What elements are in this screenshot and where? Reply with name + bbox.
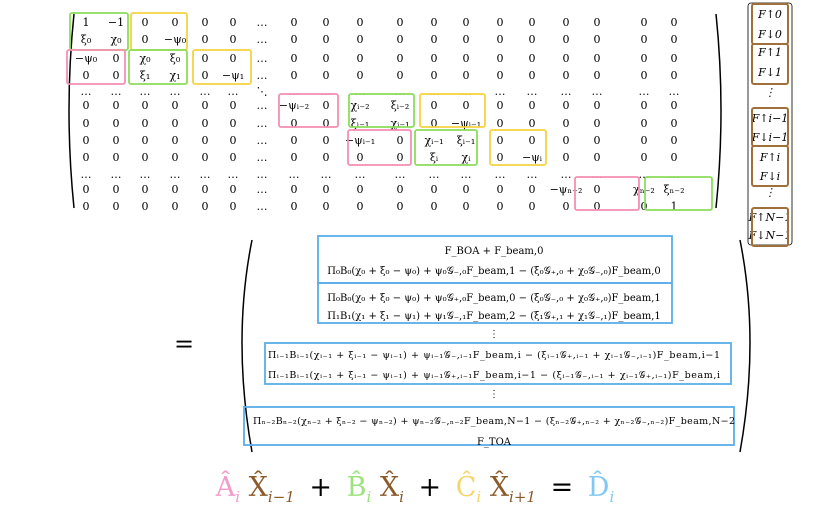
matrix-cell: 0 [229, 99, 237, 112]
matrix-cell: … [494, 168, 506, 181]
matrix-cell: 0 [462, 200, 470, 213]
matrix-cell: 0 [593, 69, 601, 82]
matrix-cell: 0 [290, 183, 298, 196]
matrix-cell: 0 [171, 200, 179, 213]
matrix-cell: 0 [112, 200, 120, 213]
C-sub: i [476, 488, 482, 506]
matrix-cell: ξ₀ [169, 52, 181, 65]
X-hat-term-1 [249, 472, 295, 506]
matrix-cell: … [256, 117, 268, 130]
matrix-cell: 0 [396, 200, 404, 213]
matrix-cell: 0 [396, 134, 404, 147]
matrix-cell: … [80, 168, 92, 181]
rhs-right-paren [740, 240, 750, 452]
vector-entries [748, 4, 792, 246]
matrix-cell: −ψᵢ₋₂ [278, 99, 310, 112]
matrix-pink-block [575, 177, 639, 210]
D-hat: D̂ [587, 472, 610, 503]
matrix-cell: … [256, 16, 268, 29]
matrix-cell: … [428, 168, 440, 181]
matrix-cell: 0 [290, 52, 298, 65]
matrix-cell: 0 [640, 134, 648, 147]
matrix-cell: 0 [462, 183, 470, 196]
matrix-cell: 0 [141, 183, 149, 196]
matrix-cell: 0 [670, 33, 678, 46]
matrix-cell: … [139, 168, 151, 181]
X-hat-3: X̂ [489, 472, 510, 503]
matrix-cell: 0 [640, 33, 648, 46]
B-sub: i [366, 488, 372, 506]
rhs-lines [253, 246, 735, 448]
matrix-cell: … [199, 168, 211, 181]
matrix-cell: 0 [496, 69, 504, 82]
matrix-cell: 0 [201, 117, 209, 130]
matrix-cell: 0 [496, 134, 504, 147]
matrix-cell: 0 [290, 69, 298, 82]
X-hat-term-3 [490, 472, 536, 506]
matrix-cell: 0 [593, 134, 601, 147]
matrix-cell: 0 [82, 69, 90, 82]
matrix-cell: 0 [290, 200, 298, 213]
matrix-cell: ξᵢ₋₁ [350, 117, 370, 130]
plus-2: + [418, 472, 442, 503]
matrix-cell: 0 [593, 99, 601, 112]
matrix-cell: … [110, 85, 122, 98]
matrix-cell: 0 [528, 99, 536, 112]
matrix-cell: 0 [593, 33, 601, 46]
rhs-line: Πᵢ₋₁Bᵢ₋₁(χᵢ₋₁ + ξᵢ₋₁ − ψᵢ₋₁) + ψᵢ₋₁𝒢₊,ᵢ₋₁F_beam,i−1 − (ξᵢ₋₁𝒢₋,ᵢ₋₁ + χᵢ₋₁𝒢₊,ᵢ₋₁)F_beam,i [268, 370, 720, 381]
matrix-cell: 0 [528, 33, 536, 46]
matrix-cell: 0 [201, 69, 209, 82]
vector-entry: F↓i [759, 170, 781, 183]
matrix-cell: 0 [562, 200, 570, 213]
matrix-cell: 0 [322, 200, 330, 213]
matrix-cell: 0 [528, 16, 536, 29]
matrix-cell: 0 [229, 183, 237, 196]
matrix-cell: 0 [496, 151, 504, 164]
matrix-cell: 0 [229, 151, 237, 164]
matrix-cell: 0 [430, 200, 438, 213]
matrix-cell: 0 [396, 69, 404, 82]
matrix-cell: 0 [356, 52, 364, 65]
matrix-cell: 0 [201, 52, 209, 65]
matrix-cell: 0 [290, 151, 298, 164]
vector-entry: F↓N−1 [748, 229, 792, 242]
matrix-cell: ξᵢ₋₂ [390, 99, 410, 112]
matrix-cell: 0 [229, 117, 237, 130]
matrix-cell: 0 [640, 16, 648, 29]
matrix-cell: 0 [141, 117, 149, 130]
matrix-cell: … [227, 85, 239, 98]
matrix-cell: 0 [562, 33, 570, 46]
rhs-line: Π₀B₀(χ₀ + ξ₀ − ψ₀) + ψ₀𝒢₊,₀F_beam,0 − (ξ₀𝒢₋,₀ + χ₀𝒢₊,₀)F_beam,1 [327, 293, 661, 304]
matrix-cell: 0 [112, 134, 120, 147]
vector-entry: F↑i−1 [751, 112, 789, 125]
matrix-cell: 0 [593, 52, 601, 65]
matrix-cell: 0 [322, 117, 330, 130]
vector-entry: F↑1 [758, 46, 782, 59]
X1-sub: i−1 [267, 488, 295, 506]
vector-entry: F↓1 [758, 66, 782, 79]
matrix-cell: 0 [670, 52, 678, 65]
matrix-cell: 0 [430, 99, 438, 112]
matrix-cell: ξᵢ₋₁ [456, 134, 476, 147]
matrix-cell: … [256, 33, 268, 46]
matrix-cell: … [494, 85, 506, 98]
matrix-cell: … [460, 168, 472, 181]
matrix-cell: … [428, 85, 440, 98]
matrix-cell: 0 [462, 69, 470, 82]
matrix-cell: 0 [171, 183, 179, 196]
matrix-cell: 0 [141, 134, 149, 147]
matrix-cell: … [256, 52, 268, 65]
matrix-cell: 0 [396, 16, 404, 29]
A-hat: Â [215, 472, 236, 503]
matrix-cell: 0 [593, 117, 601, 130]
A-sub: i [235, 488, 241, 506]
matrix-cell: 0 [640, 99, 648, 112]
matrix-cell: −ψᵢ₋₁ [344, 134, 376, 147]
vector-entry: F↓i−1 [751, 131, 789, 144]
matrix-cell: … [110, 168, 122, 181]
matrix-cell: 0 [229, 16, 237, 29]
rhs-line: F_TOA [476, 437, 512, 448]
matrix-cell: … [256, 183, 268, 196]
matrix-cell: … [256, 69, 268, 82]
matrix-cell: … [80, 85, 92, 98]
matrix-cell: 0 [171, 99, 179, 112]
matrix-cell: 0 [670, 69, 678, 82]
matrix-cell: … [591, 168, 603, 181]
B-hat-term [347, 472, 372, 506]
matrix-cell: 0 [562, 69, 570, 82]
matrix-cell: … [256, 99, 268, 112]
matrix-cell: 0 [496, 52, 504, 65]
matrix-cell: 0 [430, 183, 438, 196]
matrix-cell: 0 [290, 16, 298, 29]
matrix-cell: 0 [356, 69, 364, 82]
matrix-cell: 0 [171, 134, 179, 147]
matrix-cell: 0 [201, 183, 209, 196]
matrix-cell: 0 [201, 16, 209, 29]
matrix-cell: 0 [640, 200, 648, 213]
matrix-cells [75, 16, 685, 213]
matrix-cell: 0 [528, 117, 536, 130]
matrix-cell: … [288, 85, 300, 98]
matrix-cell: 0 [112, 117, 120, 130]
matrix-cell: 0 [112, 151, 120, 164]
matrix-cell: 0 [496, 200, 504, 213]
matrix-cell: 0 [496, 16, 504, 29]
matrix-cell: 0 [112, 69, 120, 82]
vector-entry: F↓0 [758, 28, 782, 41]
matrix-cell: 0 [528, 52, 536, 65]
matrix-cell: 0 [562, 99, 570, 112]
equals-sign: = [174, 330, 195, 358]
matrix-cell: 0 [593, 183, 601, 196]
matrix-cell: … [394, 85, 406, 98]
matrix-cell: 0 [396, 33, 404, 46]
matrix-cell: … [526, 85, 538, 98]
matrix-cell: 0 [528, 183, 536, 196]
matrix-cell: ξₙ₋₂ [663, 183, 685, 196]
matrix-cell: ξ₀ [80, 33, 92, 46]
rhs-line: F_BOA + F_beam,0 [444, 246, 544, 257]
matrix-cell: … [139, 85, 151, 98]
matrix-cell: 0 [430, 52, 438, 65]
matrix-cell: 0 [82, 183, 90, 196]
rhs-line: Πᵢ₋₁Bᵢ₋₁(χᵢ₋₁ + ξᵢ₋₁ − ψᵢ₋₁) + ψᵢ₋₁𝒢₋,ᵢ₋₁F_beam,i − (ξᵢ₋₁𝒢₊,ᵢ₋₁ + χᵢ₋₁𝒢₋,ᵢ₋₁)F_beam,i−1 [268, 350, 720, 361]
matrix-cell: 0 [290, 117, 298, 130]
matrix-cell: 0 [670, 16, 678, 29]
matrix-cell: … [354, 85, 366, 98]
matrix-cell: χᵢ₋₁ [390, 117, 410, 130]
matrix-cell: −ψ₀ [163, 33, 187, 46]
matrix-cell: χᵢ₋₁ [424, 134, 444, 147]
matrix-cell: −ψ₀ [74, 52, 98, 65]
matrix-cell: χᵢ [461, 151, 471, 164]
matrix-cell: 0 [322, 151, 330, 164]
vector-entry: ⋮ [764, 186, 776, 199]
matrix-cell: 0 [141, 16, 149, 29]
matrix-cell: 0 [593, 16, 601, 29]
matrix-cell: … [668, 85, 680, 98]
matrix-cell: χ₀ [110, 33, 122, 46]
matrix-cell: … [199, 85, 211, 98]
matrix-cell: 0 [562, 52, 570, 65]
matrix-cell: … [668, 168, 680, 181]
matrix-cell: 0 [670, 117, 678, 130]
matrix-cell: 0 [396, 183, 404, 196]
matrix-cell: 0 [82, 200, 90, 213]
matrix-cell: 0 [356, 33, 364, 46]
matrix-cell: χ₀ [139, 52, 151, 65]
matrix-cell: … [256, 200, 268, 213]
matrix-cell: 0 [112, 183, 120, 196]
matrix-cell: −1 [107, 16, 125, 29]
rhs-line: Π₀B₀(χ₀ + ξ₀ − ψ₀) + ψ₀𝒢₋,₀F_beam,1 − (ξ₀𝒢₊,₀ + χ₀𝒢₋,₀)F_beam,0 [327, 266, 661, 277]
X-hat-1: X̂ [248, 472, 268, 503]
matrix-cell: 0 [141, 99, 149, 112]
matrix-cell: 0 [528, 200, 536, 213]
matrix-cell: … [320, 168, 332, 181]
matrix-cell: … [526, 168, 538, 181]
matrix-cell: 0 [430, 69, 438, 82]
matrix-right-paren [716, 14, 721, 208]
matrix-cell: … [394, 168, 406, 181]
matrix-cell: 0 [430, 16, 438, 29]
matrix-cell: −ψ₁ [221, 69, 245, 82]
matrix-cell: 0 [593, 200, 601, 213]
matrix-cell: 0 [562, 151, 570, 164]
matrix-cell: 0 [322, 183, 330, 196]
matrix-cell: 0 [462, 33, 470, 46]
matrix-cell: … [591, 85, 603, 98]
matrix-cell: ξᵢ [429, 151, 439, 164]
matrix-cell: … [460, 85, 472, 98]
C-hat: Ĉ [455, 472, 477, 503]
matrix-cell: 0 [141, 33, 149, 46]
matrix-cell: 0 [201, 99, 209, 112]
matrix-cell: … [256, 168, 268, 181]
matrix-cell: 0 [593, 151, 601, 164]
matrix-cell: 0 [201, 151, 209, 164]
matrix-cell: 0 [396, 151, 404, 164]
matrix-cell: 0 [528, 134, 536, 147]
matrix-cell: 0 [640, 117, 648, 130]
matrix-cell: 0 [171, 117, 179, 130]
matrix-cell: 0 [430, 117, 438, 130]
matrix-cell: 0 [670, 99, 678, 112]
matrix-cell: 0 [322, 52, 330, 65]
rhs-line: ⋮ [489, 329, 499, 340]
matrix-cell: … [227, 168, 239, 181]
rhs-line: Πₙ₋₂Bₙ₋₂(χₙ₋₂ + ξₙ₋₂ − ψₙ₋₂) + ψₙ₋₂𝒢₋,ₙ₋₂F_beam,N−1 − (ξₙ₋₂𝒢₊,ₙ₋₂ + χₙ₋₂𝒢₋,ₙ₋₂)F_beam,N−2 [253, 416, 735, 427]
matrix-cell: … [169, 85, 181, 98]
matrix-cell: χ₁ [169, 69, 181, 82]
C-hat-term [456, 472, 481, 506]
matrix-cell: −ψᵢ [521, 151, 543, 164]
matrix-cell: −ψₙ₋₂ [549, 183, 583, 196]
rhs-line: ⋮ [489, 389, 499, 400]
D-hat-term [588, 472, 614, 506]
matrix-cell: 0 [496, 183, 504, 196]
matrix-cell: … [354, 168, 366, 181]
matrix-cell: −ψᵢ₋₁ [450, 117, 482, 130]
matrix-cell: 1 [670, 200, 678, 213]
matrix-cell: 0 [356, 200, 364, 213]
matrix-cell: … [638, 85, 650, 98]
X3-sub: i+1 [509, 488, 536, 506]
matrix-cell: 0 [171, 16, 179, 29]
matrix-cell: 0 [562, 117, 570, 130]
matrix-cell: 0 [82, 99, 90, 112]
B-hat: B̂ [346, 472, 367, 503]
A-hat-term [216, 472, 240, 506]
matrix-cell: 0 [496, 33, 504, 46]
matrix-cell: 0 [670, 151, 678, 164]
matrix-cell: 0 [640, 52, 648, 65]
matrix-cell: 0 [528, 69, 536, 82]
vector-entry: F↑i [759, 151, 781, 164]
matrix-cell: 0 [562, 134, 570, 147]
block-system-equation [0, 472, 830, 506]
matrix-cell: 0 [356, 151, 364, 164]
matrix-cell: 0 [322, 16, 330, 29]
matrix-cell: 0 [496, 117, 504, 130]
matrix-cell: 0 [322, 69, 330, 82]
matrix-cell: 0 [229, 33, 237, 46]
matrix-cell: ξ₁ [139, 69, 151, 82]
matrix-cell: 0 [82, 117, 90, 130]
matrix-cell: … [560, 85, 572, 98]
matrix-cell: 0 [82, 151, 90, 164]
matrix-cell: 0 [201, 134, 209, 147]
matrix-cell: 0 [462, 52, 470, 65]
matrix-cell: 0 [562, 16, 570, 29]
matrix-cell: 0 [670, 134, 678, 147]
plus-1: + [309, 472, 333, 503]
matrix-cell: 0 [356, 16, 364, 29]
matrix-cell: χᵢ₋₂ [350, 99, 370, 112]
matrix-cell: … [169, 168, 181, 181]
matrix-cell: 0 [229, 134, 237, 147]
matrix-cell: … [560, 168, 572, 181]
matrix-cell: … [288, 168, 300, 181]
matrix-cell: 0 [141, 151, 149, 164]
X-hat-term-2 [380, 472, 404, 506]
matrix-cell: 0 [201, 200, 209, 213]
X2-sub: i [399, 488, 404, 506]
matrix-cell: 0 [462, 99, 470, 112]
matrix-cell: 0 [396, 52, 404, 65]
matrix-cell: 0 [171, 151, 179, 164]
matrix-cell: 0 [112, 99, 120, 112]
matrix-cell: 0 [462, 16, 470, 29]
matrix-cell: 0 [322, 134, 330, 147]
matrix-cell: 0 [356, 183, 364, 196]
rhs-line: Π₁B₁(χ₁ + ξ₁ − ψ₁) + ψ₁𝒢₋,₁F_beam,2 − (ξ₁𝒢₊,₁ + χ₁𝒢₋,₁)F_beam,1 [327, 311, 661, 322]
vector-entry: F↑0 [758, 8, 782, 21]
matrix-cell: … [638, 168, 650, 181]
matrix-cell: 0 [290, 33, 298, 46]
X-hat-2: X̂ [379, 472, 400, 503]
matrix-cell: 0 [229, 52, 237, 65]
matrix-cell: 0 [430, 33, 438, 46]
matrix-cell: … [256, 134, 268, 147]
matrix-cell: 0 [640, 69, 648, 82]
matrix-cell: 0 [112, 52, 120, 65]
matrix-cell: ⋱ [256, 85, 268, 98]
matrix-cell: 0 [201, 33, 209, 46]
vector-entry: F↑N−1 [748, 211, 792, 224]
matrix-cell: 0 [141, 200, 149, 213]
matrix-cell: 0 [640, 151, 648, 164]
matrix-cell: χₙ₋₂ [633, 183, 655, 196]
matrix-cell: … [320, 85, 332, 98]
matrix-cell: 0 [322, 33, 330, 46]
equals-bottom: = [550, 472, 574, 503]
matrix-cell: 0 [496, 99, 504, 112]
matrix-cell: 0 [82, 134, 90, 147]
D-sub: i [609, 488, 615, 506]
matrix-cell: 1 [82, 16, 90, 29]
matrix-cell: … [256, 151, 268, 164]
matrix-cell: 0 [322, 99, 330, 112]
matrix-cell: 0 [229, 200, 237, 213]
matrix-cell: 0 [290, 134, 298, 147]
vector-entry: ⋮ [764, 86, 776, 99]
